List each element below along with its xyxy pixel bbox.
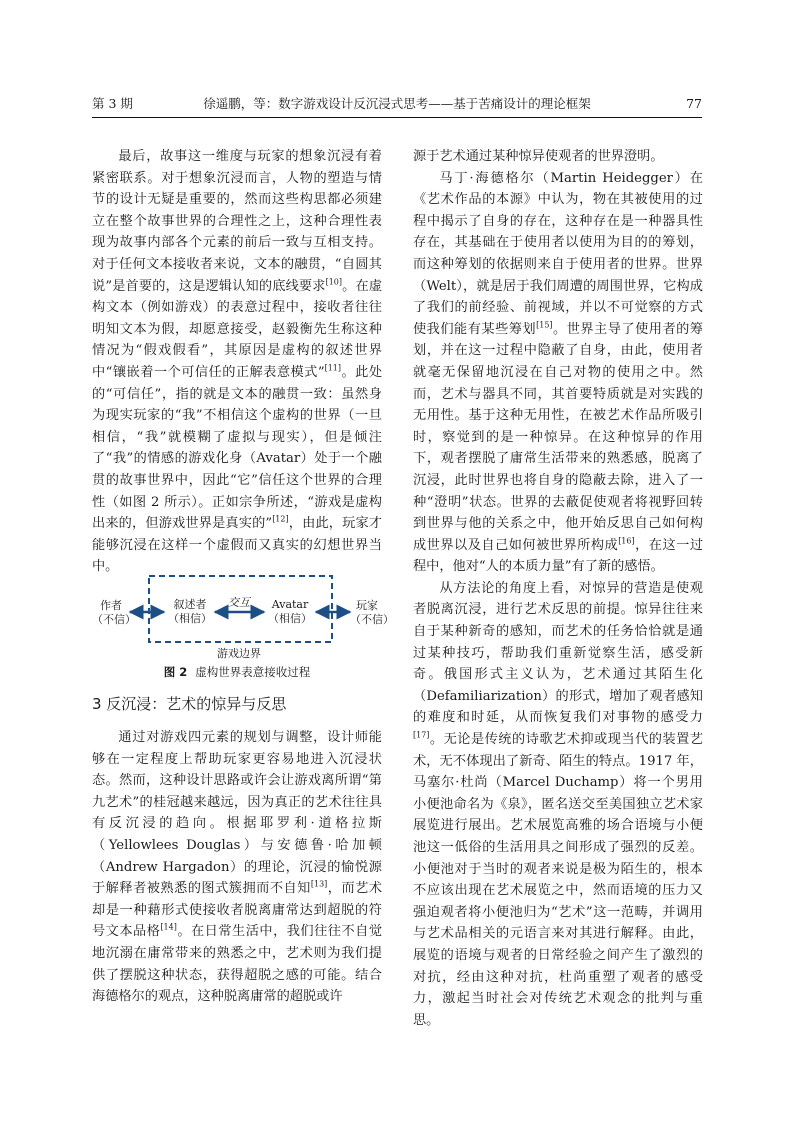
section-heading: 3 反沉浸：艺术的惊异与反思 (92, 695, 287, 713)
running-title: 徐遥鹏，等：数字游戏设计反沉浸式思考——基于苦痛设计的理论框架 (203, 96, 591, 111)
citation-marker: [12] (272, 514, 289, 524)
narrator-label: 叙述者 (173, 598, 207, 611)
left-column (92, 146, 382, 578)
citation-marker: [10] (325, 277, 342, 287)
citation-marker: [17] (413, 730, 430, 740)
author-node (92, 599, 136, 627)
narrator-sub: （相信） (168, 612, 212, 625)
player-label: 玩家 (356, 599, 378, 612)
paragraph: 最后，故事这一维度与玩家的想象沉浸有着紧密联系。对于想象沉浸而言，人物的塑造与情节的设计无疑是重要的，然而这些构思都必须建立在整个故事世界的合理性之上，这种合理性表现为故事内部各个元素的前后一致与互相支持。对于任何文本接收者来说，文本的融贯，“自圆其说”是首要的，这是逻辑认知的底线要求[10]。在虚构文本（例如游戏）的表意过程中，接收者往往明知文本为假，却愿意接受，赵毅衡先生称这种情况为“假戏假看”，其原因是虚构的叙述世界中“镶嵌着一个可信任的正解表意模式”[11]。此处的“可信任”，指的就是文本的融贯一致：虽然身为现实玩家的“我”不相信这个虚构的世界（一旦相信，“我”就模糊了虚拟与现实），但是倾注了“我”的情感的游戏化身（Avatar）处于一个融贯的故事世界中，因此“它”信任这个世界的合理性（如图 2 所示）。正如宗争所述，“游戏是虚构出来的，但游戏世界是真实的”[12]，由此，玩家才能够沉浸在这样一个虚假而又真实的幻想世界当中。 (92, 149, 383, 575)
narrator-node (165, 598, 215, 626)
citation-marker: [11] (324, 363, 342, 373)
player-sub: （不信） (350, 613, 394, 626)
boundary-label: 游戏边界 (217, 647, 261, 660)
avatar-sub: （相信） (268, 612, 312, 625)
paragraph: 通过对游戏四元素的规划与调整，设计师能够在一定程度上帮助玩家更容易地进入沉浸状态。然而，这种设计思路或许会让游戏离所谓“第九艺术”的桂冠越来越远，因为真正的艺术往往具有反沉浸的趋向。根据耶罗利·道格拉斯（Yellowlees Douglas）与安德鲁·哈加顿（Andrew Hargadon）的理论，沉浸的愉悦源于解释者被熟悉的图式簇拥而不自知[13]，而艺术却是一种藉形式使接收者脱离庸常达到超脱的符号文本品格[14]。在日常生活中，我们往往不自觉地沉溺在庸常带来的熟悉之中，艺术则为我们提供了摆脱这种状态，获得超脱之感的可能。结合海德格尔的观点，这种脱离庸常的超脱或许 (92, 730, 383, 1005)
interact-label: 交互 (228, 596, 250, 609)
right-column (413, 146, 703, 1031)
issue-label: 第 3 期 (92, 96, 133, 111)
paragraph: 马丁·海德格尔（Martin Heidegger）在《艺术作品的本源》中认为，物在其被使用的过程中揭示了自身的存在，这种存在是一种器具性存在，其基础在于使用者以使用为目的的筹划，而这种筹划的依据则来自于使用者的世界。世界（Welt），就是居于我们周遭的周围世界，它构成了我们的前经验、前视域，并以不可觉察的方式使我们能有某些筹划[15]。世界主导了使用者的筹划，并在这一过程中隐蔽了自身，由此，使用者就毫无保留地沉浸在自己对物的使用之中。然而，艺术与器具不同，其首要特质就是对实践的无用性。基于这种无用性，在被艺术作品所吸引时，察觉到的是一种惊异。在这种惊异的作用下，观者摆脱了庸常生活带来的熟悉感，脱离了沉浸，此时世界也将自身的隐蔽去除，进入了一种“澄明”状态。世界的去蔽促使观者将视野回转到世界与他的关系之中，他开始反思自己如何构成世界以及自己如何被世界所构成[16]，在这一过程中，他对“人的本质力量”有了新的感悟。 (413, 170, 704, 575)
player-node (350, 599, 394, 627)
running-header (92, 94, 702, 114)
left-column-section3 (92, 727, 382, 1008)
citation-marker: [16] (618, 536, 635, 546)
figure-number: 图 2 (163, 665, 188, 679)
header-rule (92, 117, 702, 118)
paragraph: 从方法论的角度上看，对惊异的营造是使观者脱离沉浸，进行艺术反思的前提。惊异往往来自于某种新奇的感知，而艺术的任务恰恰就是通过某种技巧，帮助我们重新觉察生活，感受新奇。俄国形式主义认为，艺术通过其陌生化（Defamiliarization）的形式，增加了观者感知的难度和时延，从而恢复我们对事物的感受力[17]。无论是传统的诗歌艺术抑或现当代的装置艺术，无不体现出了新奇、陌生的特点。1917 年，马塞尔·杜尚（Marcel Duchamp）将一个男用小便池命名为《泉》，匿名送交至美国独立艺术家展览进行展出。艺术展览高雅的场合语境与小便池这一低俗的生活用具之间形成了强烈的反差。小便池对于当时的观者来说是极为陌生的，根本不应该出现在艺术展览之中，然而语境的压力又强迫观者将小便池归为“艺术”这一范畴，并调用与艺术品相关的元语言来对其进行解释。由此，展览的语境与观者的日常经验之间产生了激烈的对抗，经由这种对抗，杜尚重塑了观者的感受力，激起当时社会对传统艺术观念的批判与重思。 (413, 580, 703, 1028)
citation-marker: [15] (536, 320, 553, 330)
paragraph: 源于艺术通过某种惊异使观者的世界澄明。 (413, 149, 664, 164)
author-sub: （不信） (92, 613, 136, 626)
citation-marker: [14] (160, 922, 177, 932)
author-label: 作者 (100, 599, 122, 612)
page-number: 77 (686, 96, 702, 111)
figure-caption-text: 虚构世界表意接收过程 (195, 665, 311, 679)
avatar-label: Avatar (271, 598, 309, 611)
avatar-node (264, 598, 316, 626)
citation-marker: [13] (310, 879, 328, 889)
figure-caption (92, 664, 382, 680)
